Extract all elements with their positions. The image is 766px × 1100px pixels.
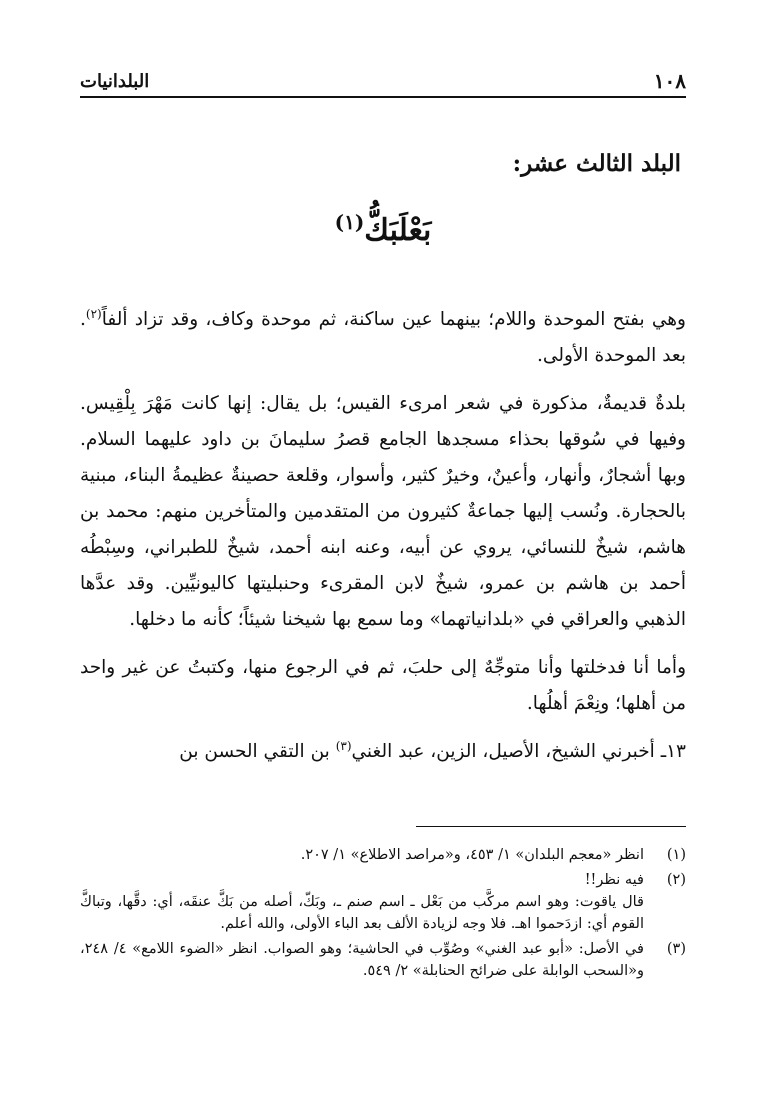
footnote-ref: (١): [334, 210, 365, 234]
book-title: البلدانيات: [80, 70, 150, 92]
footnote-ref: (٣): [335, 738, 352, 753]
place-name: بَعْلَبَكُّ: [364, 213, 432, 248]
footnote-continuation: قال ياقوت: وهو اسم مركَّب من بَعْل ـ اسم صنم ـ، وبَكّ، أصله من بَكَّ عنقَه، أي: دقَّها، وتباكَّ القوم أي: ازدَحموا اهـ. فلا وجه لزيادة الألف بعد الباء الأولى، والله أعلم.: [80, 894, 644, 932]
paragraph: وأما أنا فدخلتها وأنا متوجِّهٌ إلى حلبَ، ثم في الرجوع منها، وكتبتُ عن غير واحد من أهلها؛ ونِعْمَ أهلُها.: [80, 657, 686, 714]
paragraph: بلدةٌ قديمةٌ، مذكورة في شعر امرىء القيس؛ بل يقال: إنها كانت مَهْرَ بِلْقِيس. وفيها في سُوقها بحذاء مسجدها الجامع قصرُ سليمانَ بن داود عليهما السلام. وبها أشجارٌ، وأنهار، وأعينٌ، وخيرٌ كثير، وأسوار، وقلعة حصينةٌ عظيمةُ البناء، مبنية بالحجارة. ونُسب إليها جماعةٌ كثيرون من المتقدمين والمتأخرين منهم: محمد بن هاشم، شيخٌ للنسائي، يروي عن أبيه، وعنه ابنه أحمد، شيخٌ للطبراني، وسِبْطُه أحمد بن هاشم بن عمرو، شيخٌ لابن المقرىء وحنبليتها كاليونيِّين. وقد عدَّها الذهبي والعراقي في «بلدانياتهما» وما سمع بها شيخنا شيئاً؛ كأنه ما دخلها.: [80, 393, 686, 630]
running-header: [80, 66, 686, 98]
footnote-text: في الأصل: «أبو عبد الغني» وصُوِّب في الحاشية؛ وهو الصواب. انظر «الضوء اللامع» ٤/ ٢٤٨، و«السحب الوابلة على ضرائح الحنابلة» ٢/ ٥٤٩.: [80, 941, 644, 979]
footnote-ref: (٢): [85, 306, 102, 321]
place-heading: [0, 210, 766, 248]
paragraph: وهي بفتح الموحدة واللام؛ بينهما عين ساكنة، ثم موحدة وكاف، وقد تزاد ألفاً$^{(٢)}$. بعد الموحدة الأولى.: [80, 306, 686, 366]
section-heading: البلد الثالث عشر:: [512, 150, 681, 177]
footnote-item: [80, 938, 686, 982]
footnote-number: (٣): [666, 941, 686, 957]
page-number: ١٠٨: [653, 69, 686, 93]
footnote-number: (١): [666, 847, 686, 863]
paragraph: ١٣ـ أخبرني الشيخ، الأصيل، الزين، عبد الغني$^{(٣)}$ بن التقي الحسن بن: [179, 738, 686, 762]
footnote-text: فيه نظر!! قال ياقوت: وهو اسم مركَّب من بَعْل ـ اسم صنم ـ، وبَكّ، أصله من بَكَّ عنقَه، أي: دقَّها، وتباكَّ القوم أي: ازدَحموا اهـ. فلا وجه لزيادة الألف بعد الباء الأولى، والله أعلم.: [80, 872, 644, 932]
main-text: [80, 302, 686, 782]
footnote-item: [80, 844, 686, 866]
footnote-number: (٢): [666, 872, 686, 888]
footnotes: [80, 844, 686, 985]
footnote-divider: [416, 826, 686, 827]
footnote-text: انظر «معجم البلدان» ١/ ٤٥٣، و«مراصد الاطلاع» ١/ ٢٠٧.: [300, 847, 644, 863]
footnote-item: [80, 869, 686, 935]
